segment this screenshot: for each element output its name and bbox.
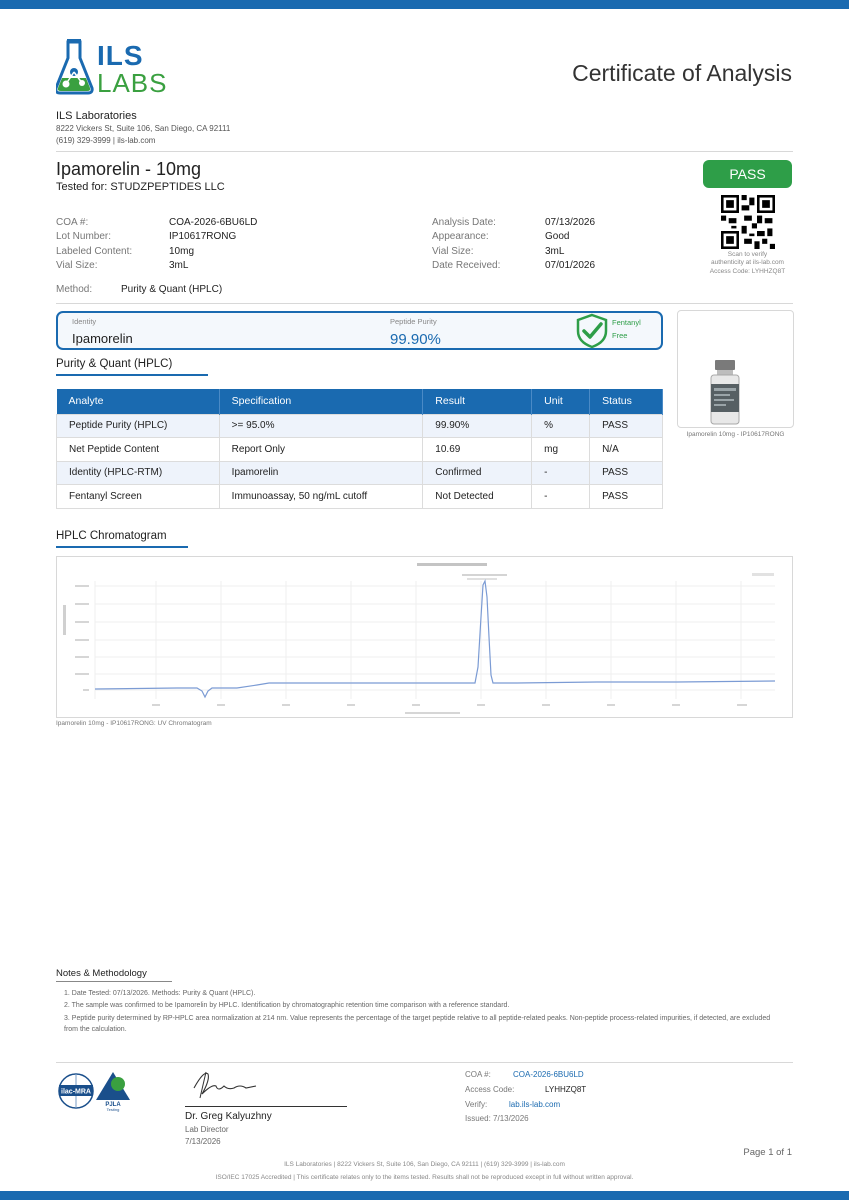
cell-analyte: Identity (HPLC-RTM) [57, 461, 220, 485]
tested-for: Tested for: STUDZPEPTIDES LLC [56, 181, 225, 193]
vial-photo-icon [708, 360, 742, 426]
cell-analyte: Fentanyl Screen [57, 485, 220, 509]
meta-label-vial-size: Vial Size: [432, 246, 474, 257]
ilac-mra-text: ilac-MRA [61, 1088, 91, 1096]
top-accent-bar [0, 0, 849, 9]
fentanyl-line1: Fentanyl [612, 318, 641, 327]
product-title: Ipamorelin - 10mg [56, 159, 202, 179]
cell-spec: Report Only [219, 438, 423, 462]
section-underline [56, 981, 172, 982]
meta-value-content: 10mg [169, 246, 195, 257]
pjla-sub-text: Testing [106, 1107, 120, 1112]
cell-unit: mg [532, 438, 590, 462]
page-number: Page 1 of 1 [743, 1147, 792, 1158]
meta-value-vial-size: 3mL [545, 246, 565, 257]
qr-caption-line1: Scan to verify [727, 251, 768, 258]
meta-label-vial: Vial Size: [56, 260, 98, 271]
footer-coa-label: COA #: [465, 1070, 491, 1079]
note-item: 2. The sample was confirmed to be Ipamorelin by HPLC. Identification by chromatographic retention time comparison with a reference standard. [64, 1002, 510, 1009]
note-item: 3. Peptide purity determined by RP-HPLC area normalization at 214 nm. Value represents the percentage of the target peptide relative to all peptide-related peaks. Non-peptide process-related impurities, if detected, are excluded from the calculation. [64, 1015, 771, 1033]
col-analyte: Analyte [57, 389, 220, 414]
lab-name: ILS Laboratories [56, 110, 137, 122]
cell-analyte: Net Peptide Content [57, 438, 220, 462]
chromatogram-caption: Ipamorelin 10mg - IP10617RONG: UV Chromatogram [56, 720, 212, 727]
table-row [57, 414, 663, 438]
cell-result: Confirmed [423, 461, 532, 485]
cell-unit: - [532, 461, 590, 485]
divider [56, 303, 793, 304]
note-item: 1. Date Tested: 07/13/2026. Methods: Purity & Quant (HPLC). [64, 990, 256, 997]
results-table [56, 389, 663, 509]
verify-link[interactable]: lab.ils-lab.com [509, 1100, 561, 1109]
identity-value: Ipamorelin [72, 331, 133, 346]
meta-label-appearance: Appearance: [432, 231, 489, 242]
signature-icon [190, 1066, 260, 1102]
signature-line [185, 1106, 347, 1107]
notes-title: Notes & Methodology [56, 968, 147, 979]
logo-wordmark-ils: ILS [97, 40, 144, 71]
purity-value: 99.90% [390, 331, 441, 348]
footer-address-line: ILS Laboratories | 8222 Vickers St, Suite 106, San Diego, CA 92111 | (619) 329-3999 | ils-lab.com [284, 1161, 565, 1168]
logo-wordmark-labs: LABS [97, 68, 168, 98]
results-section-title: Purity & Quant (HPLC) [56, 358, 173, 370]
meta-label-content: Labeled Content: [56, 246, 133, 257]
cell-result: Not Detected [423, 485, 532, 509]
pjla-text: PJLA [105, 1102, 121, 1108]
cell-status: PASS [590, 485, 663, 509]
chromatogram-image [56, 556, 793, 718]
cell-analyte: Peptide Purity (HPLC) [57, 414, 220, 438]
shield-check-icon [574, 313, 610, 349]
table-row [57, 485, 663, 509]
meta-value-vial: 3mL [169, 260, 189, 271]
cell-result: 10.69 [423, 438, 532, 462]
chromatogram-trace-icon [57, 557, 792, 717]
document-title: Certificate of Analysis [572, 60, 792, 86]
qr-access-code: Access Code: LYHHZQ8T [709, 268, 786, 275]
fentanyl-line2: Free [612, 331, 628, 340]
col-result: Result [423, 389, 532, 414]
lab-contact: (619) 329-3999 | ils-lab.com [56, 136, 156, 145]
meta-label-date-received: Date Received: [432, 260, 501, 271]
table-row [57, 438, 663, 462]
section-underline [56, 546, 188, 548]
qr-code-icon[interactable] [721, 195, 775, 249]
section-underline [56, 374, 208, 376]
meta-label-lot: Lot Number: [56, 231, 112, 242]
meta-label-coa: COA #: [56, 217, 89, 228]
col-unit: Unit [532, 389, 590, 414]
meta-value-lot: IP10617RONG [169, 231, 237, 242]
lab-address: 8222 Vickers St, Suite 106, San Diego, CA 92111 [56, 124, 231, 133]
qr-caption-line2: authenticity at ils-lab.com [711, 259, 784, 266]
footer-access-label: Access Code: [465, 1085, 515, 1094]
bottom-accent-bar [0, 1191, 849, 1200]
cell-status: PASS [590, 414, 663, 438]
cell-unit: % [532, 414, 590, 438]
signer-role: Lab Director [185, 1125, 229, 1134]
meta-value-date-received: 07/01/2026 [545, 260, 596, 271]
signed-date: 7/13/2026 [185, 1137, 221, 1146]
divider [56, 1062, 793, 1063]
footer-disclaimer-line: ISO/IEC 17025 Accredited | This certificate relates only to the items tested. Results shall not be reproduced except in full without written approval. [215, 1174, 634, 1181]
cell-unit: - [532, 485, 590, 509]
cell-spec: Immunoassay, 50 ng/mL cutoff [219, 485, 423, 509]
summary-box [56, 311, 663, 350]
footer-coa-value: COA-2026-6BU6LD [513, 1070, 584, 1079]
col-status: Status [590, 389, 663, 414]
cell-status: N/A [590, 438, 663, 462]
cell-status: PASS [590, 461, 663, 485]
footer-verify-label: Verify: [465, 1100, 488, 1109]
meta-value-appearance: Good [545, 231, 570, 242]
method-label: Method: [56, 284, 93, 295]
cell-result: 99.90% [423, 414, 532, 438]
method-value: Purity & Quant (HPLC) [121, 284, 223, 295]
identity-label: Identity [72, 317, 97, 326]
ilac-mra-logo-icon [57, 1072, 95, 1110]
purity-label: Peptide Purity [390, 317, 437, 326]
signer-name: Dr. Greg Kalyuzhny [185, 1111, 272, 1122]
table-row [57, 461, 663, 485]
chromatogram-section-title: HPLC Chromatogram [56, 530, 167, 542]
cell-spec: Ipamorelin [219, 461, 423, 485]
pjla-logo-icon [94, 1070, 132, 1112]
divider [56, 151, 793, 152]
meta-value-analysis-date: 07/13/2026 [545, 217, 596, 228]
vial-caption: Ipamorelin 10mg - IP10617RONG [686, 431, 785, 438]
results-header-row [57, 389, 663, 414]
col-specification: Specification [219, 389, 423, 414]
cell-spec: >= 95.0% [219, 414, 423, 438]
pass-badge: PASS [703, 160, 792, 188]
meta-label-analysis-date: Analysis Date: [432, 217, 496, 228]
issued-date: Issued: 7/13/2026 [465, 1114, 529, 1123]
meta-value-coa: COA-2026-6BU6LD [169, 217, 258, 228]
footer-access-value: LYHHZQ8T [545, 1085, 587, 1094]
